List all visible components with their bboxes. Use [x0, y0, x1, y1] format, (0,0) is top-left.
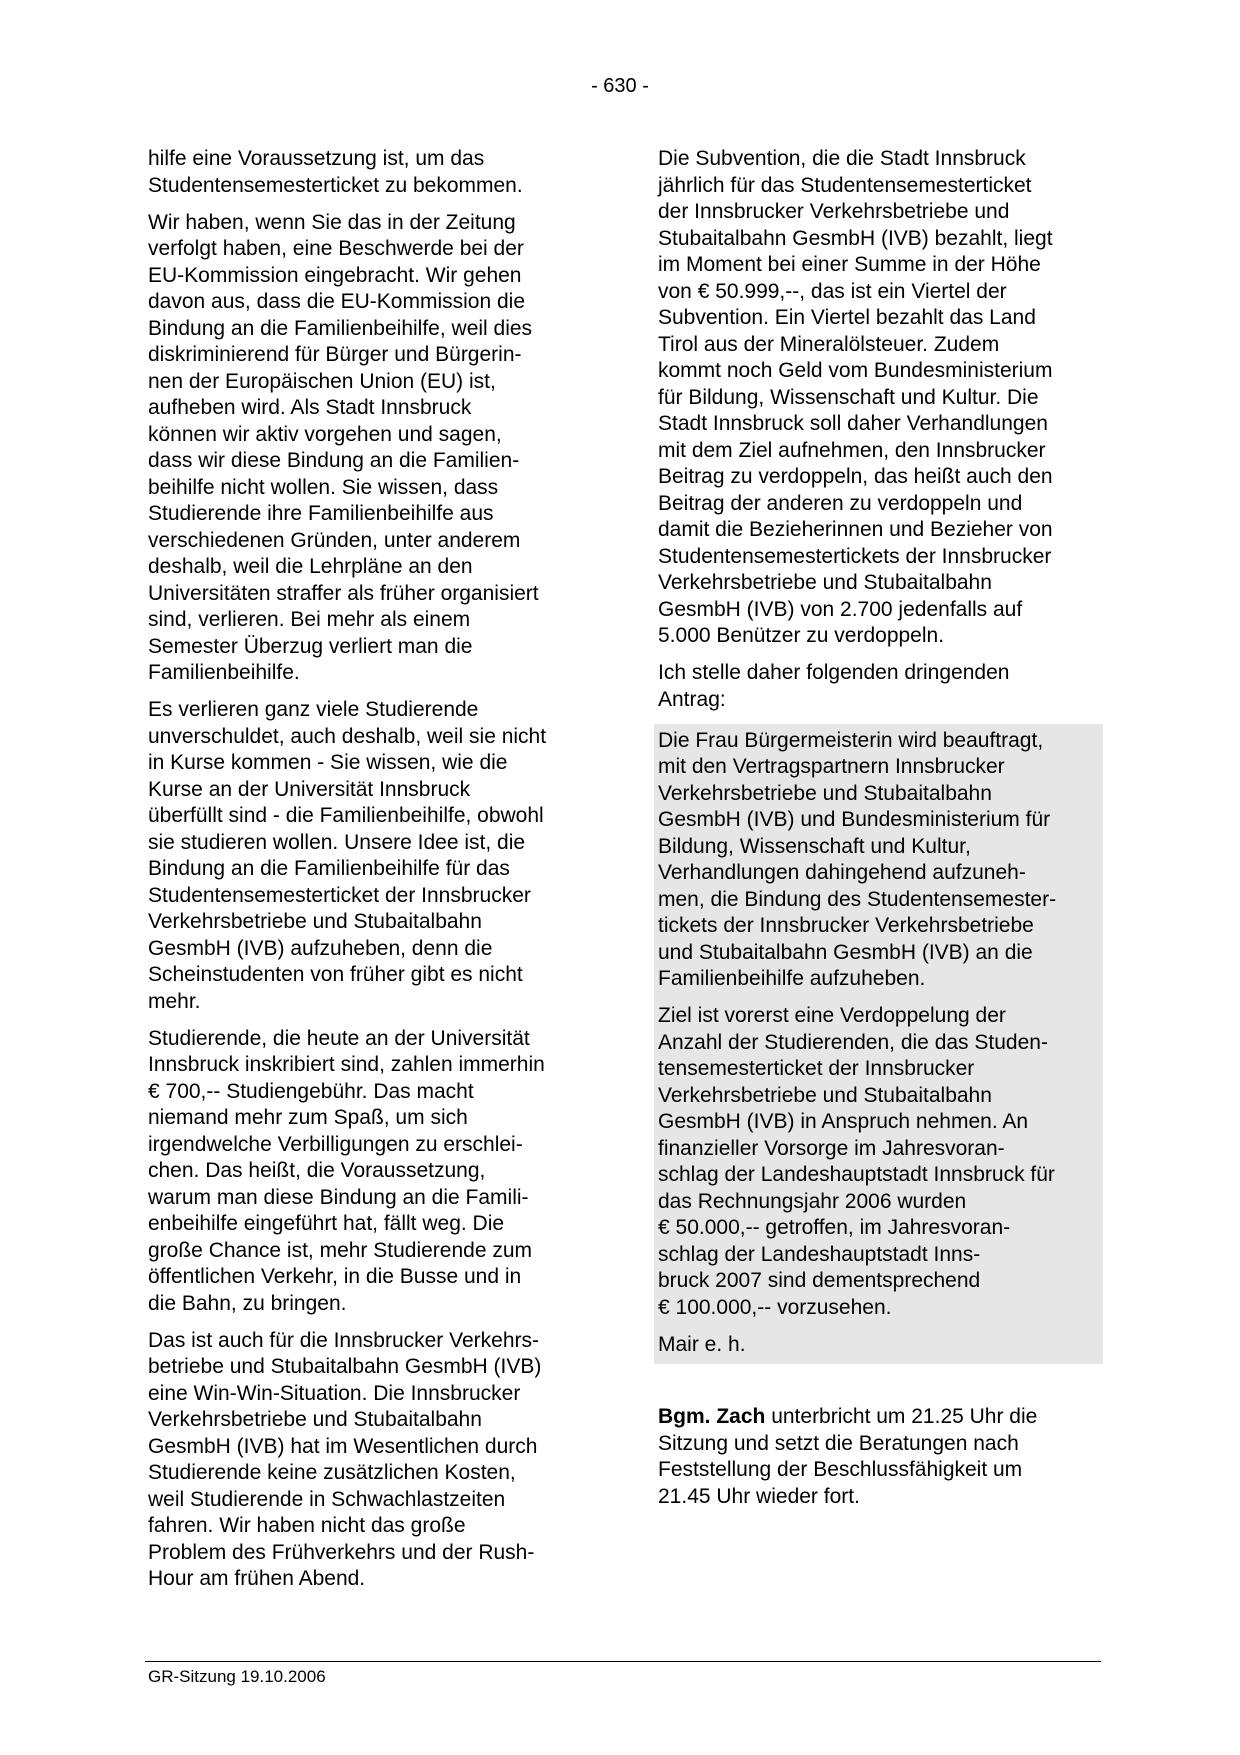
page-number: - 630 -: [591, 75, 649, 97]
speaker-name: Bgm. Zach: [658, 1405, 766, 1428]
left-column: [148, 146, 588, 1603]
motion-signature: Mair e. h.: [658, 1332, 746, 1356]
paragraph: Das ist auch für die Innsbrucker Verkehrs- betriebe und Stubaitalbahn GesmbH (IVB) eine Win-Win-Situation. Die Innsbrucker Verkehrsbetriebe und Stubaitalbahn GesmbH (IVB) hat im Wesentlichen durch Studierende keine zusätzlichen Kosten, weil Studierende in Schwachlastzeiten fahren. Wir haben nicht das große Problem des Frühverkehrs und der Rush- Hour am frühen Abend.: [148, 1328, 542, 1590]
footer-text: GR-Sitzung 19.10.2006: [148, 1667, 326, 1686]
paragraph: Die Subvention, die die Stadt Innsbruck jährlich für das Studentensemesterticket der Innsbrucker Verkehrsbetriebe und Stubaitalbahn GesmbH (IVB) bezahlt, liegt im Moment bei einer Summe in der Höhe von € 50.999,--, das ist ein Viertel der Subvention. Ein Viertel bezahlt das Land Tirol aus der Mineralölsteuer. Zudem kommt noch Geld vom Bundesministerium für Bildung, Wissenschaft und Kultur. Die Stadt Innsbruck soll daher Verhandlungen mit dem Ziel aufnehmen, den Innsbrucker Beitrag zu verdoppeln, das heißt auch den Beitrag der anderen zu verdoppeln und damit die Bezieherinnen und Bezieher von Studentensemestertickets der Innsbrucker Verkehrsbetriebe und Stubaitalbahn GesmbH (IVB) von 2.700 jedenfalls auf 5.000 Benützer zu verdoppeln.: [658, 147, 1053, 647]
closing-text: unterbricht um 21.25 Uhr die Sitzung und setzt die Beratungen nach Feststellung der Beschlussfähigkeit um 21.45 Uhr wieder fort.: [658, 1405, 1038, 1508]
footer-divider: [145, 1661, 1101, 1662]
paragraph: Ich stelle daher folgenden dringenden Antrag:: [658, 661, 1010, 711]
paragraph: Es verlieren ganz viele Studierende unverschuldet, auch deshalb, weil sie nicht in Kurse kommen - Sie wissen, wie die Kurse an der Universität Innsbruck überfüllt sind - die Familienbeihilfe, obwohl sie studieren wollen. Unsere Idee ist, die Bindung an die Familienbeihilfe für das Studentensemesterticket der Innsbrucker Verkehrsbetriebe und Stubaitalbahn GesmbH (IVB) aufzuheben, denn die Scheinstudenten von früher gibt es nicht mehr.: [148, 698, 547, 1013]
closing-paragraph: [658, 1404, 1098, 1510]
motion-box: [654, 724, 1103, 1365]
right-column: [658, 146, 1098, 1521]
paragraph: Wir haben, wenn Sie das in der Zeitung verfolgt haben, eine Beschwerde bei der EU-Kommission eingebracht. Wir gehen davon aus, dass die EU-Kommission die Bindung an die Familienbeihilfe, weil dies diskriminierend für Bürger und Bürgerin- nen der Europäischen Union (EU) ist, aufheben wird. Als Stadt Innsbruck können wir aktiv vorgehen und sagen, dass wir diese Bindung an die Familien- beihilfe nicht wollen. Sie wissen, dass Studierende ihre Familienbeihilfe aus verschiedenen Gründen, unter anderem deshalb, weil die Lehrpläne an den Universitäten straffer als früher organisiert sind, verlieren. Bei mehr als einem Semester Überzug verliert man die Familienbeihilfe.: [148, 210, 539, 684]
spacer: [658, 1364, 1098, 1404]
motion-paragraph: Ziel ist vorerst eine Verdoppelung der Anzahl der Studierenden, die das Studen- tensemesterticket der Innsbrucker Verkehrsbetriebe und Stubaitalbahn GesmbH (IVB) in Anspruch nehmen. An finanzieller Vorsorge im Jahresvoran- schlag der Landeshauptstadt Innsbruck für das Rechnungsjahr 2006 wurden € 50.000,-- getroffen, im Jahresvoran- schlag der Landeshauptstadt Inns- bruck 2007 sind dementsprechend € 100.000,-- vorzusehen.: [658, 1004, 1055, 1319]
paragraph: hilfe eine Voraussetzung ist, um das Studentensemesterticket zu bekommen.: [148, 147, 523, 197]
motion-paragraph: Die Frau Bürgermeisterin wird beauftragt, mit den Vertragspartnern Innsbrucker Verkehrsbetriebe und Stubaitalbahn GesmbH (IVB) und Bundesministerium für Bildung, Wissenschaft und Kultur, Verhandlungen dahingehend aufzuneh- men, die Bindung des Studentensemester- tickets der Innsbrucker Verkehrsbetriebe und Stubaitalbahn GesmbH (IVB) an die Familienbeihilfe aufzuheben.: [658, 728, 1057, 990]
paragraph: Studierende, die heute an der Universität Innsbruck inskribiert sind, zahlen immerhin € 700,-- Studiengebühr. Das macht niemand mehr zum Spaß, um sich irgendwelche Verbilligungen zu erschlei- chen. Das heißt, die Voraussetzung, warum man diese Bindung an die Famili- enbeihilfe eingeführt hat, fällt weg. Die große Chance ist, mehr Studierende zum öffentlichen Verkehr, in die Busse und in die Bahn, zu bringen.: [148, 1026, 545, 1315]
